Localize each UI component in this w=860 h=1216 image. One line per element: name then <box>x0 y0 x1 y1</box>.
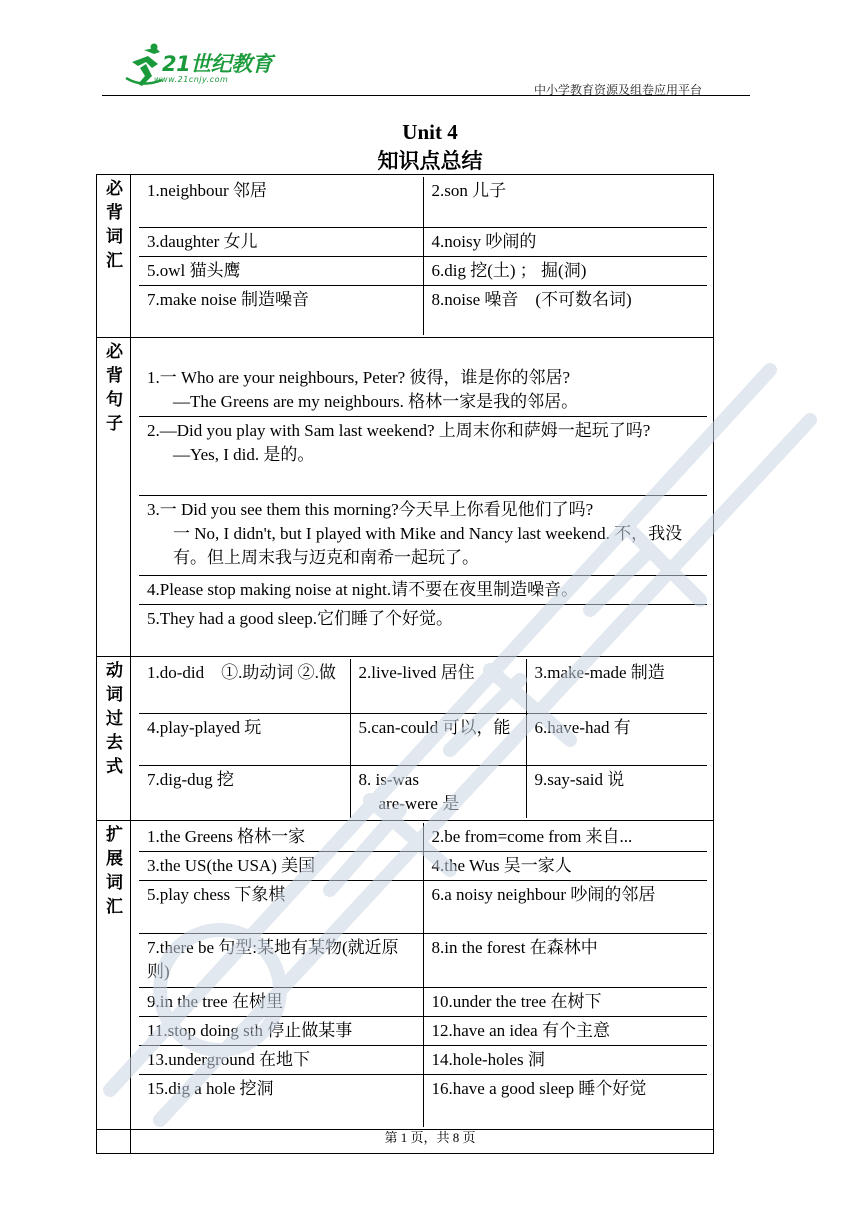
page-footer: 第 1 页，共 8 页 <box>384 1130 476 1145</box>
vocab-cell: 4.noisy 吵闹的 <box>423 227 707 256</box>
vocab-table <box>139 177 707 335</box>
section-label-vocab: 必 背 词 汇 <box>97 175 131 338</box>
section-label-verbs: 动 词 过 去 式 <box>97 657 131 821</box>
vocab-cell: 7.make noise 制造噪音 <box>139 285 423 335</box>
platform-name: 中小学教育资源及组卷应用平台 <box>533 83 702 97</box>
ext-cell: 3.the US(the USA) 美国 <box>139 851 423 880</box>
vocab-cell: 8.noise 噪音 (不可数名词) <box>423 285 707 335</box>
ext-cell: 15.dig a hole 挖洞 <box>139 1074 423 1127</box>
sentence-item: 4.Please stop making noise at night.请不要在夜里制造噪音。 <box>139 575 707 604</box>
sentence-item: 3.一 Did you see them this morning?今天早上你看见他们了吗? 一 No, I didn't, but I played with Mike and Nancy last weekend. 不，我没有。但上周末我与迈克和南希一起玩了。 <box>139 495 707 575</box>
ext-cell: 13.underground 在地下 <box>139 1045 423 1074</box>
page-subtitle: 知识点总结 <box>377 149 483 173</box>
vocab-cell: 1.neighbour 邻居 <box>139 177 423 227</box>
ext-cell: 16.have a good sleep 睡个好觉 <box>423 1074 707 1127</box>
ext-table <box>139 823 707 1128</box>
ext-cell: 2.be from=come from 来自... <box>423 823 707 852</box>
section-label-sentences: 必 背 句 子 <box>97 338 131 657</box>
vocab-cell: 2.son 儿子 <box>423 177 707 227</box>
verbs-table <box>139 659 707 818</box>
header-divider <box>102 95 750 96</box>
vocab-cell: 3.daughter 女儿 <box>139 227 423 256</box>
page-title: Unit 4 <box>402 120 458 144</box>
ext-cell: 7.there be 句型:某地有某物(就近原则) <box>139 933 423 987</box>
verb-cell: 9.say-said 说 <box>526 765 707 818</box>
ext-cell: 14.hole-holes 洞 <box>423 1045 707 1074</box>
ext-cell: 8.in the forest 在森林中 <box>423 933 707 987</box>
verb-cell: 2.live-lived 居住 <box>350 659 526 713</box>
sentences-table <box>139 340 707 654</box>
ext-cell: 12.have an idea 有个主意 <box>423 1016 707 1045</box>
section-label-ext: 扩 展 词 汇 <box>97 820 131 1130</box>
ext-cell: 10.under the tree 在树下 <box>423 987 707 1016</box>
vocab-cell: 6.dig 挖(土) ； 掘(洞) <box>423 256 707 285</box>
sentence-item: 5.They had a good sleep.它们睡了个好觉。 <box>139 604 707 654</box>
sentence-item: 1.一 Who are your neighbours, Peter? 彼得，谁是你的邻居? ―The Greens are my neighbours. 格林一家是我的邻居。 <box>139 340 707 416</box>
ext-cell: 11.stop doing sth 停止做某事 <box>139 1016 423 1045</box>
ext-cell: 6.a noisy neighbour 吵闹的邻居 <box>423 880 707 933</box>
page-header <box>102 38 750 96</box>
vocab-cell: 5.owl 猫头鹰 <box>139 256 423 285</box>
ext-cell: 5.play chess 下象棋 <box>139 880 423 933</box>
verb-cell: 1.do-did ①.助动词 ②.做 <box>139 659 350 713</box>
summary-table <box>96 174 714 1154</box>
logo-url: www.21cnjy.com <box>154 75 229 84</box>
ext-cell: 4.the Wus 吴一家人 <box>423 851 707 880</box>
ext-cell: 9.in the tree 在树里 <box>139 987 423 1016</box>
sentence-item: 2.―Did you play with Sam last weekend? 上周末你和萨姆一起玩了吗? ―Yes, I did. 是的。 <box>139 416 707 495</box>
ext-cell: 1.the Greens 格林一家 <box>139 823 423 852</box>
verb-cell: 8. is-was are-were 是 <box>350 765 526 818</box>
verb-cell: 6.have-had 有 <box>526 713 707 765</box>
verb-cell: 5.can-could 可以，能 <box>350 713 526 765</box>
verb-cell: 3.make-made 制造 <box>526 659 707 713</box>
logo-text: 21世纪教育 <box>162 52 273 76</box>
verb-cell: 4.play-played 玩 <box>139 713 350 765</box>
verb-cell: 7.dig-dug 挖 <box>139 765 350 818</box>
